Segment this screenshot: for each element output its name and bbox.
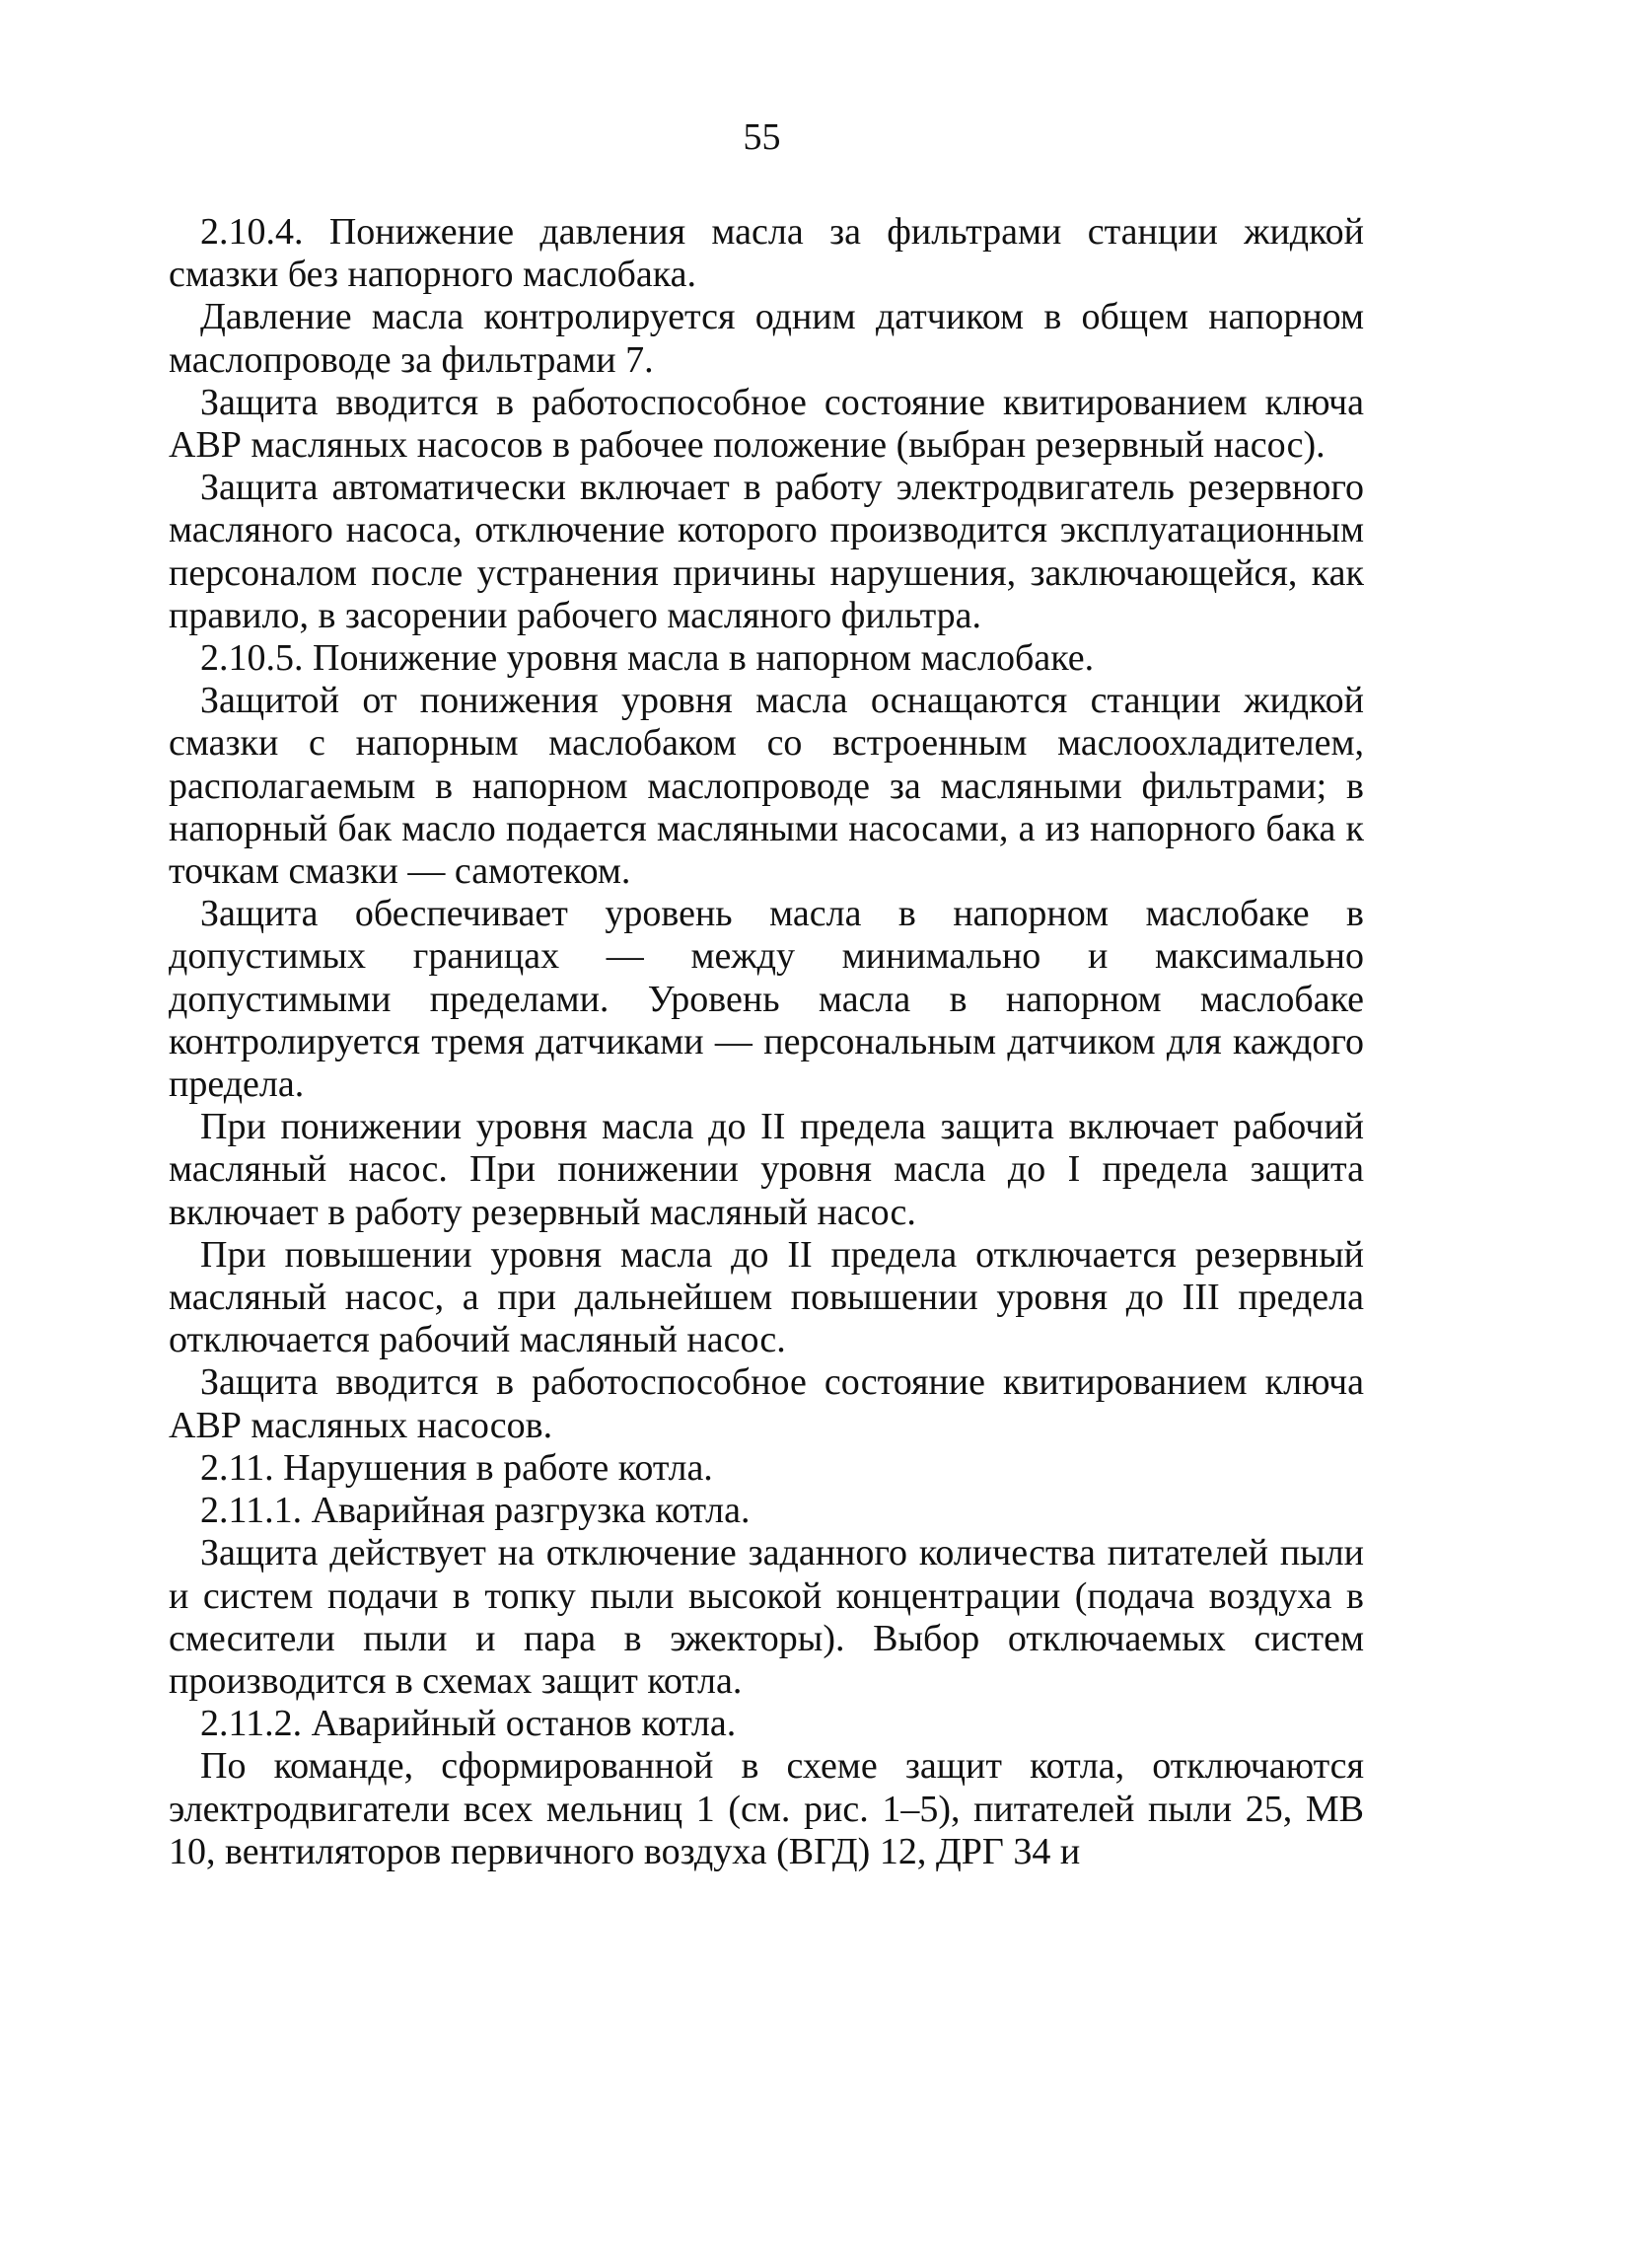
section-heading-2-11-1: 2.11.1. Аварийная разгрузка котла. (200, 1490, 751, 1532)
paragraph: Защита действует на отключение заданного количества питателей пыли и систем подачи в топку пыли высокой концентрации (подача воздуха в смесители пыли и пара в эжекторы). Выбор отключаемых систем производится в схемах защит котла. (169, 1532, 1364, 1702)
section-heading-2-10-4: 2.10.4. Понижение давления масла за фильтрами станции жидкой смазки без напорного маслобака. (169, 211, 1364, 296)
page-number: 55 (743, 116, 781, 158)
paragraph: Защитой от понижения уровня масла оснащаются станции жидкой смазки с напорным маслобаком со встроенным маслоохладителем, располагаемым в напорном маслопроводе за масляными фильтрами; в напорный бак масло подается масляными насосами, а из напорного бака к точкам смазки — самотеком. (169, 680, 1364, 893)
paragraph: По команде, сформированной в схеме защит котла, отключаются электродвигатели всех мельниц 1 (см. рис. 1–5), питателей пыли 25, МВ 10, вентиляторов первичного воздуха (ВГД) 12, ДРГ 34 и (169, 1745, 1364, 1872)
paragraph: Защита вводится в работоспособное состояние квитированием ключа АВР масляных насосов в рабочее положение (выбран резервный насос). (169, 381, 1364, 467)
paragraph: Давление масла контролируется одним датчиком в общем напорном маслопроводе за фильтрами 7. (169, 296, 1364, 381)
paragraph: Защита автоматически включает в работу электродвигатель резервного масляного насоса, отключение которого производится эксплуатационным персоналом после устранения причины нарушения, заключающейся, как правило, в засорении рабочего масляного фильтра. (169, 467, 1364, 636)
paragraph: Защита обеспечивает уровень масла в напорном маслобаке в допустимых границах — между минимально и максимально допустимыми пределами. Уровень масла в напорном маслобаке контролируется тремя датчиками — персональным датчиком для каждого предела. (169, 893, 1364, 1106)
section-heading-2-11: 2.11. Нарушения в работе котла. (200, 1446, 713, 1489)
section-heading-2-10-5: 2.10.5. Понижение уровня масла в напорном маслобаке. (200, 637, 1095, 680)
paragraph: При повышении уровня масла до II предела отключается резервный масляный насос, а при дальнейшем повышении уровня до III предела отключается рабочий масляный насос. (169, 1233, 1364, 1361)
paragraph: Защита вводится в работоспособное состояние квитированием ключа АВР масляных насосов. (169, 1361, 1364, 1446)
body-text (169, 211, 1364, 1873)
section-heading-2-11-2: 2.11.2. Аварийный останов котла. (200, 1703, 737, 1745)
paragraph: При понижении уровня масла до II предела защита включает рабочий масляный насос. При понижении уровня масла до I предела защита включает в работу резервный масляный насос. (169, 1106, 1364, 1233)
